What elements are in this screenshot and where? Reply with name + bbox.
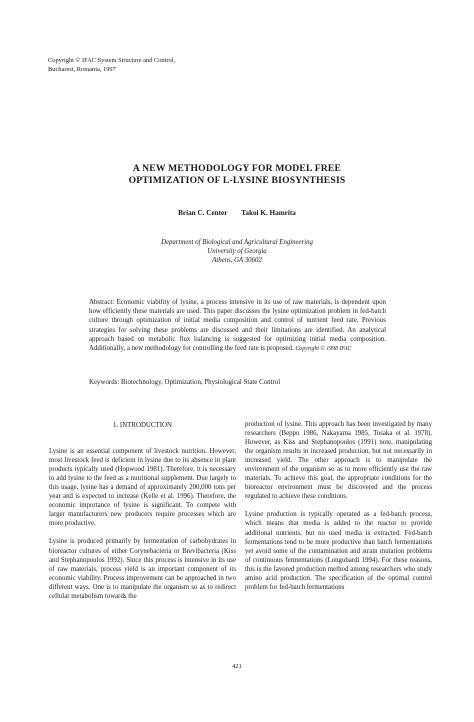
copyright-line-1: Copyright © IFAC System Structure and Control,: [48, 57, 176, 64]
intro-paragraph-2: Lysine is produced primarily by fermentation of carbohydrates in bioreactor cultures of either Corynebacteria or Brevibacteria (Kiss and Stephanopoulos 1992). Since this process is intensive in its use of raw materials, process yield is an important component of its economic viability. Process improvement can be approached in two different ways. One is to manipulate the organism so as to redirect cellular metabolism towards the: [49, 538, 236, 600]
author-2: Takoi K. Hamrita: [241, 209, 296, 217]
title-line-1: A NEW METHODOLOGY FOR MODEL FREE: [132, 163, 342, 174]
affiliation: [90, 238, 384, 265]
copyright-notice: [48, 56, 288, 74]
intro-paragraph-4: Lysine production is typically operated as a fed-batch process, which means that media is added to the reactor to provide additional nutrients, but no used media is extracted. Fed-batch fermentations tend to be more productive than batch fermentations yet avoid some of the contamination and strain mutation problems of continuous fermentations (Longobardi 1994). For these reasons, this is the favored production method among researchers who study amino acid production. The specification of the optimal control problem for fed-batch fermentations: [245, 511, 432, 591]
affiliation-city: Athens, GA 30602: [212, 257, 262, 264]
section-heading-introduction: 1. INTRODUCTION: [113, 422, 172, 429]
right-column: [245, 420, 432, 601]
abstract: [89, 298, 386, 354]
affiliation-university: University of Georgia: [207, 248, 267, 255]
title-line-2: OPTIMIZATION OF L-LYSINE BIOSYNTHESIS: [128, 175, 346, 186]
keywords: Keywords: Biotechnology, Optimization, Physiological State Control: [89, 379, 281, 386]
left-column: [49, 420, 236, 610]
author-list: [60, 209, 414, 217]
intro-paragraph-3: production of lysine. This approach has been investigated by many researchers (Beppu 1986, Nakayama 1985, Tosaka et al. 1978). However, as Kiss and Stephanopoulos (1991) note, manipulating the organism results in increased production, but not necessarily in increased yield. The other approach is to manipulate the environment of the organism so as to more efficiently use the raw materials. To achieve this goal, the appropriate conditions for the bioreactor environment must be discovered and the process regulated to achieve these conditions.: [245, 421, 432, 501]
affiliation-department: Department of Biological and Agricultural Engineering: [161, 239, 313, 246]
copyright-line-2: Bucharest, Romania, 1997: [48, 66, 116, 73]
paper-title: [60, 163, 414, 187]
author-1: Brian C. Center: [178, 209, 228, 217]
intro-paragraph-1: Lysine is an essential component of livestock nutrition. However, most livestock feed is deficient in lysine due to its absence in plant products typically used (Hopwood 1981). Therefore, it is necessary to add lysine to the feed as a nutritional supplement. Due largely to this usage, lysine has a demand of approximately 200,000 tons per year and is expected to increase (Kelle et al. 1996). Therefore, the economic importance of lysine is significant. To compete with larger manufacturers new producers require processes which are more productive.: [49, 448, 236, 528]
abstract-text: Abstract: Economic viability of lysine, a process intensive in its use of raw materials, is dependent upon how efficiently these materials are used. This paper discusses the lysine optimization problem in fed-batch culture through optimization of initial media composition and control of nutrient feed rate. Previous strategies for solving these problems are discussed and their limitations are identified. An analytical approach based on metabolic flux balancing is suggested for optimizing initial media composition. Additionally, a new methodology for controlling the feed rate is proposed.: [89, 299, 386, 353]
abstract-copyright: Copyright © 1998 IFAC: [295, 346, 352, 353]
page-number: 421: [232, 663, 242, 670]
